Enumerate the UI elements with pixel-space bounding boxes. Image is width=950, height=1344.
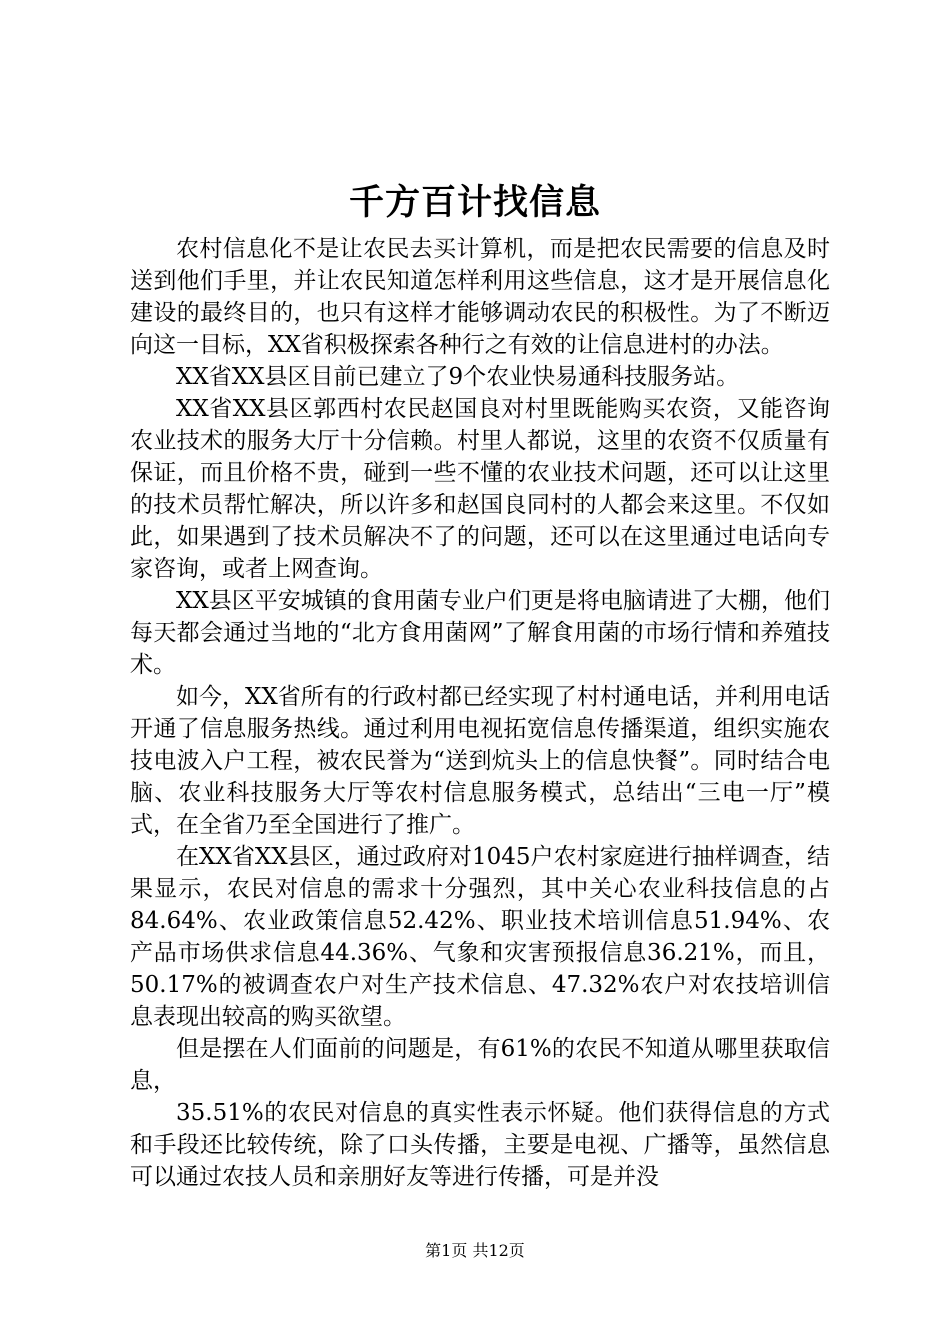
paragraph: XX县区平安城镇的食用菌专业户们更是将电脑请进了大棚，他们每天都会通过当地的“北方食用菌网”了解食用菌的市场行情和养殖技术。: [130, 588, 830, 678]
paragraph: 35.51%的农民对信息的真实性表示怀疑。他们获得信息的方式和手段还比较传统，除了口头传播，主要是电视、广播等，虽然信息可以通过农技人员和亲朋好友等进行传播，可是并没: [130, 1100, 830, 1190]
document-body: [130, 233, 830, 1193]
document-title: 千方百计找信息: [348, 182, 601, 223]
paragraph: XX省XX县区郭西村农民赵国良对村里既能购买农资，又能咨询农业技术的服务大厅十分信赖。村里人都说，这里的农资不仅质量有保证，而且价格不贵，碰到一些不懂的农业技术问题，还可以让这里的技术员帮忙解决，所以许多和赵国良同村的人都会来这里。不仅如此，如果遇到了技术员解决不了的问题，还可以在这里通过电话向专家咨询，或者上网查询。: [130, 396, 830, 582]
paragraph: 农村信息化不是让农民去买计算机，而是把农民需要的信息及时送到他们手里，并让农民知道怎样利用这些信息，这才是开展信息化建设的最终目的，也只有这样才能够调动农民的积极性。为了不断迈向这一目标，XX省积极探索各种行之有效的让信息进村的办法。: [130, 236, 830, 358]
paragraph: 如今，XX省所有的行政村都已经实现了村村通电话，并利用电话开通了信息服务热线。通过利用电视拓宽信息传播渠道，组织实施农技电波入户工程，被农民誉为“送到炕头上的信息快餐”。同时结合电脑、农业科技服务大厅等农村信息服务模式，总结出“三电一厅”模式，在全省乃至全国进行了推广。: [130, 684, 830, 838]
paragraph: 在XX省XX县区，通过政府对1045户农村家庭进行抽样调查，结果显示，农民对信息的需求十分强烈，其中关心农业科技信息的占84.64%、农业政策信息52.42%、职业技术培训信息51.94%、农产品市场供求信息44.36%、气象和灾害预报信息36.21%，而且，50.17%的被调查农户对生产技术信息、47.32%农户对农技培训信息表现出较高的购买欲望。: [130, 844, 830, 1030]
paragraph: XX省XX县区目前已建立了9个农业快易通科技服务站。: [176, 364, 740, 390]
paragraph: 但是摆在人们面前的问题是，有61%的农民不知道从哪里获取信息，: [130, 1036, 830, 1094]
page-number-footer: 第1页 共12页: [425, 1241, 525, 1260]
